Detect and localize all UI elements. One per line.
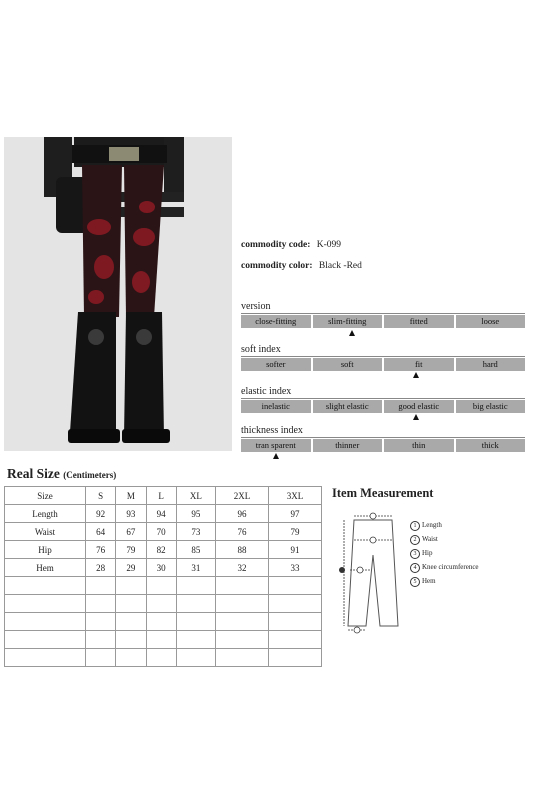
table-row-empty [5,577,322,595]
commodity-code-value: K-099 [316,240,342,250]
table-row [5,505,322,523]
legend-item-waist [410,535,438,545]
pants-diagram [338,510,408,635]
real-size-heading: Real Size [7,466,60,481]
table-cell: 29 [116,559,146,577]
commodity-code-label: commodity code: [241,240,311,250]
elastic-index-option: slight elastic [313,400,383,413]
version-option: loose [456,315,526,328]
version-option: slim-fitting [313,315,383,328]
soft-index-divider [241,356,525,357]
table-cell: 88 [216,541,269,559]
table-cell: Length [5,505,86,523]
version-title: version [241,301,271,312]
legend-item-knee [410,563,479,573]
legend-item-hem [410,577,436,587]
table-cell: 76 [86,541,116,559]
elastic-index-selected-marker [413,414,419,420]
table-cell: 85 [176,541,215,559]
real-size-title [7,466,116,482]
soft-index-option: fit [384,358,454,371]
table-header: L [146,487,176,505]
table-cell: 31 [176,559,215,577]
table-cell: 32 [216,559,269,577]
legend-label: Knee circumference [422,563,479,571]
table-cell: 82 [146,541,176,559]
legend-label: Hem [422,577,436,585]
legend-label: Length [422,521,442,529]
table-row [5,541,322,559]
table-cell: 79 [116,541,146,559]
table-cell: 91 [269,541,322,559]
version-option: fitted [384,315,454,328]
table-header: 3XL [269,487,322,505]
elastic-index-option: inelastic [241,400,311,413]
table-cell: 97 [269,505,322,523]
table-header-row [5,487,322,505]
elastic-index-divider [241,398,525,399]
size-table [4,486,322,667]
thickness-index-option: thinner [313,439,383,452]
table-row [5,559,322,577]
legend-number: 1 [410,521,420,531]
table-cell: 33 [269,559,322,577]
item-measurement-title: Item Measurement [332,486,434,500]
table-header: Size [5,487,86,505]
table-cell: 64 [86,523,116,541]
elastic-index-option: good elastic [384,400,454,413]
elastic-index-title: elastic index [241,386,292,397]
real-size-unit: (Centimeters) [63,470,117,480]
legend-number: 5 [410,577,420,587]
table-header: S [86,487,116,505]
legend-label: Waist [422,535,438,543]
elastic-index-scale [241,400,525,413]
table-cell: 70 [146,523,176,541]
table-header: XL [176,487,215,505]
legend-number: 3 [410,549,420,559]
table-cell: 93 [116,505,146,523]
table-cell: 94 [146,505,176,523]
table-cell: 95 [176,505,215,523]
table-cell: 92 [86,505,116,523]
thickness-index-scale [241,439,525,452]
table-cell: 96 [216,505,269,523]
thickness-index-divider [241,437,525,438]
table-header: M [116,487,146,505]
table-row-empty [5,595,322,613]
table-row-empty [5,613,322,631]
thickness-index-selected-marker [273,453,279,459]
table-cell: Hem [5,559,86,577]
version-divider [241,313,525,314]
table-row [5,523,322,541]
soft-index-title: soft index [241,344,281,355]
commodity-color-value: Black -Red [318,261,362,271]
legend-number: 2 [410,535,420,545]
soft-index-option: softer [241,358,311,371]
legend-item-hip [410,549,433,559]
table-header: 2XL [216,487,269,505]
commodity-color [241,261,362,271]
version-selected-marker [349,330,355,336]
legend-number: 4 [410,563,420,573]
legend-label: Hip [422,549,433,557]
version-option: close-fitting [241,315,311,328]
table-cell: Waist [5,523,86,541]
soft-index-option: soft [313,358,383,371]
version-scale [241,315,525,328]
thickness-index-option: tran sparent [241,439,311,452]
table-row-empty [5,649,322,667]
product-photo [4,137,232,451]
table-cell: 76 [216,523,269,541]
thickness-index-option: thick [456,439,526,452]
commodity-code [241,240,341,250]
commodity-color-label: commodity color: [241,261,313,271]
table-cell: 30 [146,559,176,577]
table-cell: 79 [269,523,322,541]
table-cell: 67 [116,523,146,541]
soft-index-option: hard [456,358,526,371]
soft-index-scale [241,358,525,371]
table-cell: 28 [86,559,116,577]
legend-item-length [410,521,442,531]
table-cell: 73 [176,523,215,541]
table-row-empty [5,631,322,649]
elastic-index-option: big elastic [456,400,526,413]
thickness-index-option: thin [384,439,454,452]
thickness-index-title: thickness index [241,425,303,436]
table-cell: Hip [5,541,86,559]
soft-index-selected-marker [413,372,419,378]
